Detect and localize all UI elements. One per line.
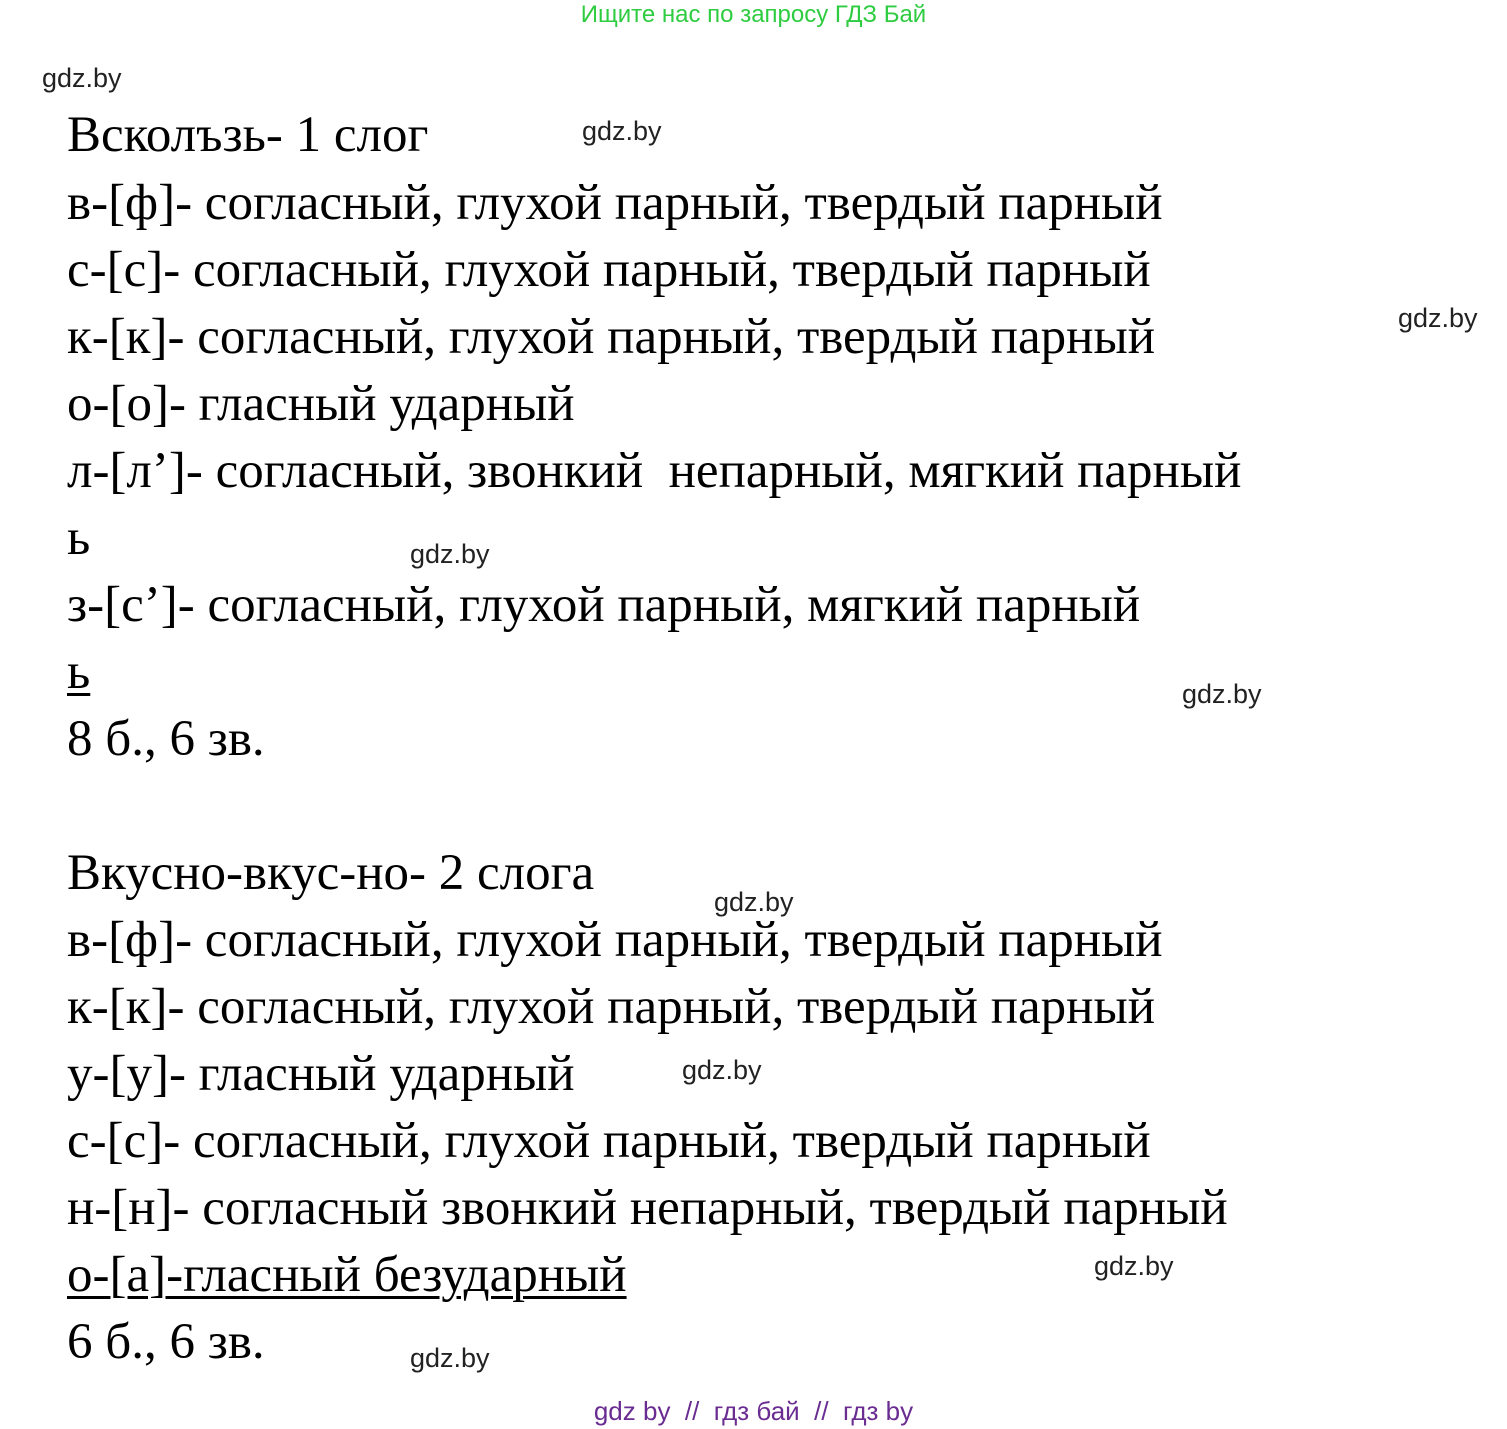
- watermark: gdz.by: [1094, 1251, 1174, 1281]
- letter-sound-count: 8 б., 6 зв.: [67, 711, 265, 767]
- sound-line: л-[л’]- согласный, звонкий непарный, мягкий парный: [67, 443, 1242, 499]
- sound-line: с-[с]- согласный, глухой парный, твердый парный: [67, 242, 1151, 298]
- sound-line: з-[с’]- согласный, глухой парный, мягкий парный: [67, 577, 1141, 633]
- word-title: Всколъзь- 1 слог: [67, 107, 429, 163]
- watermark: gdz.by: [1182, 679, 1262, 709]
- sound-line: в-[ф]- согласный, глухой парный, твердый парный: [67, 175, 1163, 231]
- watermark: gdz.by: [714, 887, 794, 917]
- sound-line: о-[о]- гласный ударный: [67, 376, 575, 432]
- watermark: gdz.by: [682, 1055, 762, 1085]
- watermark: gdz.by: [410, 539, 490, 569]
- sound-line: н-[н]- согласный звонкий непарный, твердый парный: [67, 1180, 1228, 1236]
- sound-line: с-[с]- согласный, глухой парный, твердый парный: [67, 1113, 1151, 1169]
- word-title: Вкусно-вкус-но- 2 слога: [67, 845, 595, 901]
- footer-links: gdz by // гдз бай // гдз by: [593, 1396, 914, 1426]
- watermark: gdz.by: [582, 116, 662, 146]
- soft-sign-line: ь: [67, 510, 91, 566]
- watermark: gdz.by: [1398, 303, 1478, 333]
- watermark: gdz.by: [410, 1343, 490, 1373]
- sound-line: у-[у]- гласный ударный: [67, 1046, 575, 1102]
- sound-line: к-[к]- согласный, глухой парный, твердый парный: [67, 979, 1156, 1035]
- sound-line: в-[ф]- согласный, глухой парный, твердый парный: [67, 912, 1163, 968]
- sound-line: о-[а]-гласный безударный: [67, 1247, 627, 1303]
- watermark: gdz.by: [42, 63, 122, 93]
- soft-sign-line: ь: [67, 644, 91, 700]
- letter-sound-count: 6 б., 6 зв.: [67, 1314, 265, 1370]
- sound-line: к-[к]- согласный, глухой парный, твердый парный: [67, 309, 1156, 365]
- search-hint: Ищите нас по запросу ГДЗ Бай: [580, 1, 927, 28]
